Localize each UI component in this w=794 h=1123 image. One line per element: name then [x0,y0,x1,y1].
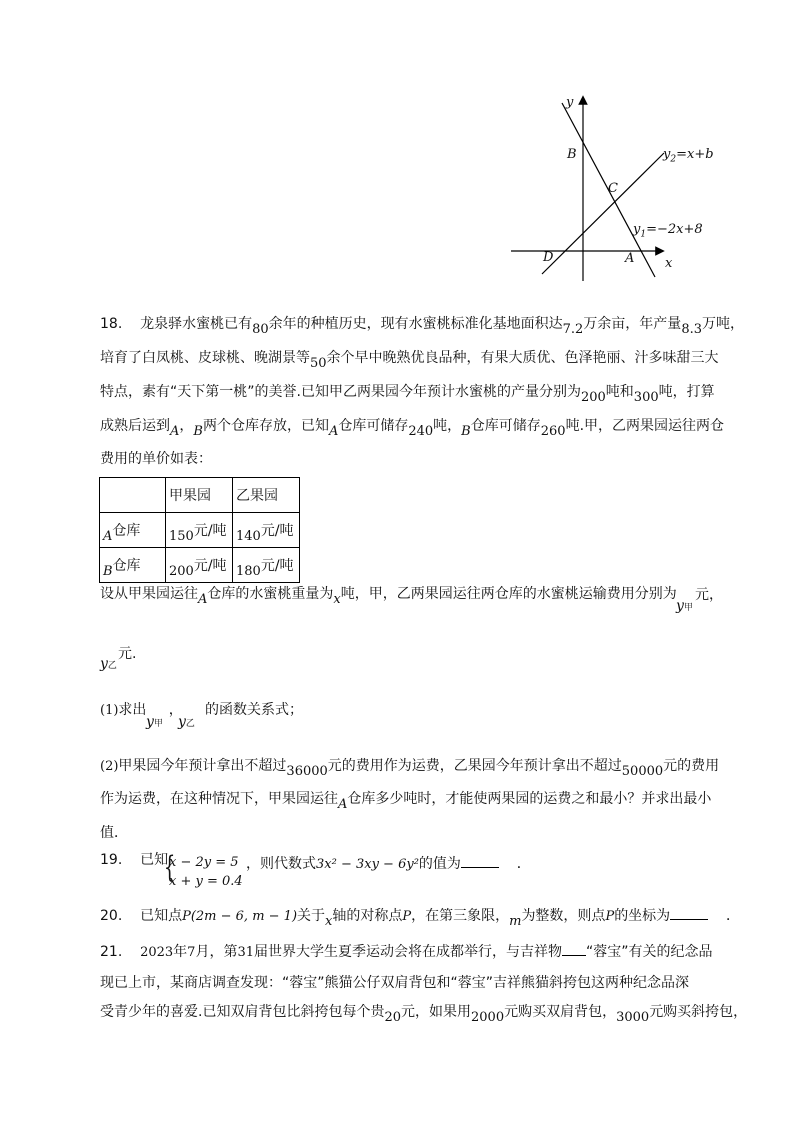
q19-line: 19. 已知 [100,852,169,868]
y-axis-label: y [566,95,574,110]
line1-equation: $y_1=-2x+8$ [633,222,703,240]
table-header-cell: 甲果园 [166,478,233,513]
q19-number: 19. [100,852,123,868]
line-y2 [542,153,664,274]
q18-part-2-line-1: (2)甲果园今年预计拿出不超过36000元的费用作为运费，乙果园今年预计拿出不超过50000元的费用 [100,758,720,779]
q18-line-5: 费用的单价如表： [100,451,212,467]
q18-line-3: 特点，素有“天下第一桃”的美誉.已知甲乙两果园今年预计水蜜桃的产量分别为200吨和300吨，打算 [100,384,715,405]
table-cell: 180元/吨 [233,548,300,583]
y-jia-symbol: y甲 [676,598,693,614]
y-yi-symbol: y乙 [178,714,195,730]
table-cell: 140元/吨 [233,513,300,548]
answer-blank[interactable] [461,853,499,868]
q18-line-4: 成熟后运到A，B两个仓库存放，已知A仓库可储存240吨，B仓库可储存260吨.甲，乙两果园运往两仓 [100,418,725,439]
x-axis-label: x [665,256,673,271]
q21-line-3: 受青少年的喜爱.已知双肩背包比斜挎包每个贵20元，如果用2000元购买双肩背包，3000元购买斜挎包， [100,1004,748,1025]
table-header-cell: 乙果园 [233,478,300,513]
table-cell: 200元/吨 [166,548,233,583]
line2-equation: $y_2=x+b$ [663,147,714,165]
point-a-label: A [625,251,635,266]
table-header-row [100,478,300,513]
table-header-cell [100,478,166,513]
q18-line-6: 设从甲果园运往A仓库的水蜜桃重量为x吨，甲，乙两果园运往两仓库的水蜜桃运输费用分别为 [100,586,677,607]
point-b-label: B [567,147,577,162]
q20-number: 20. [100,908,123,924]
table-row [100,548,300,583]
point-d-label: D [543,250,554,265]
q18-yuan-2: 元. [118,646,137,662]
q19-equation-2: x + y = 0.4 [169,874,243,889]
table-row [100,513,300,548]
q18-part-1: (1)求出 ， 的函数关系式； [100,702,303,718]
blank-underline [562,941,586,956]
answer-blank[interactable] [670,905,708,920]
table-cell: A仓库 [100,513,166,548]
point-c-label: C [608,181,618,196]
q18-number: 18. [100,316,123,332]
q18-part-2-line-2: 作为运费，在这种情况下，甲果园运往A仓库多少吨时，才能使两果园的运费之和最小？并求出最小 [100,791,712,812]
table-cell: B仓库 [100,548,166,583]
q18-line-1: 18. 龙泉驿水蜜桃已有80余年的种植历史，现有水蜜桃标准化基地面积达7.2万余亩，年产量8.3万吨， [100,316,744,337]
q21-line-2: 现已上市，某商店调查发现：“蓉宝”熊猫公仔双肩背包和“蓉宝”吉祥熊猫斜挎包这两种纪念品深 [100,975,690,991]
q18-part-2-line-3: 值． [100,825,128,841]
table-cell: 150元/吨 [166,513,233,548]
q19-equation-1: x − 2y = 5 [169,855,239,870]
y-yi-symbol: y乙 [100,656,117,672]
q19-brace: { [163,850,176,885]
q19-rest: ，则代数式3x² − 3xy − 6y²的值为 ． [246,853,531,873]
price-table [99,477,300,583]
q20-line: 20. 已知点P(2m − 6, m − 1)关于x轴的对称点P，在第三象限，m为整数，则点P的坐标为 ． [100,905,740,927]
q21-line-1: 21. 2023年7月，第31届世界大学生夏季运动会将在成都举行，与吉祥物 “蓉宝”有关的纪念品 [100,941,713,963]
y-jia-symbol: y甲 [146,714,163,730]
q18-yuan-1: 元， [695,587,723,603]
q21-number: 21. [100,944,123,960]
q18-line-2: 培育了白凤桃、皮球桃、晚湖景等50余个早中晚熟优良品种，有果大质优、色泽艳丽、汁多味甜三大 [100,350,719,371]
